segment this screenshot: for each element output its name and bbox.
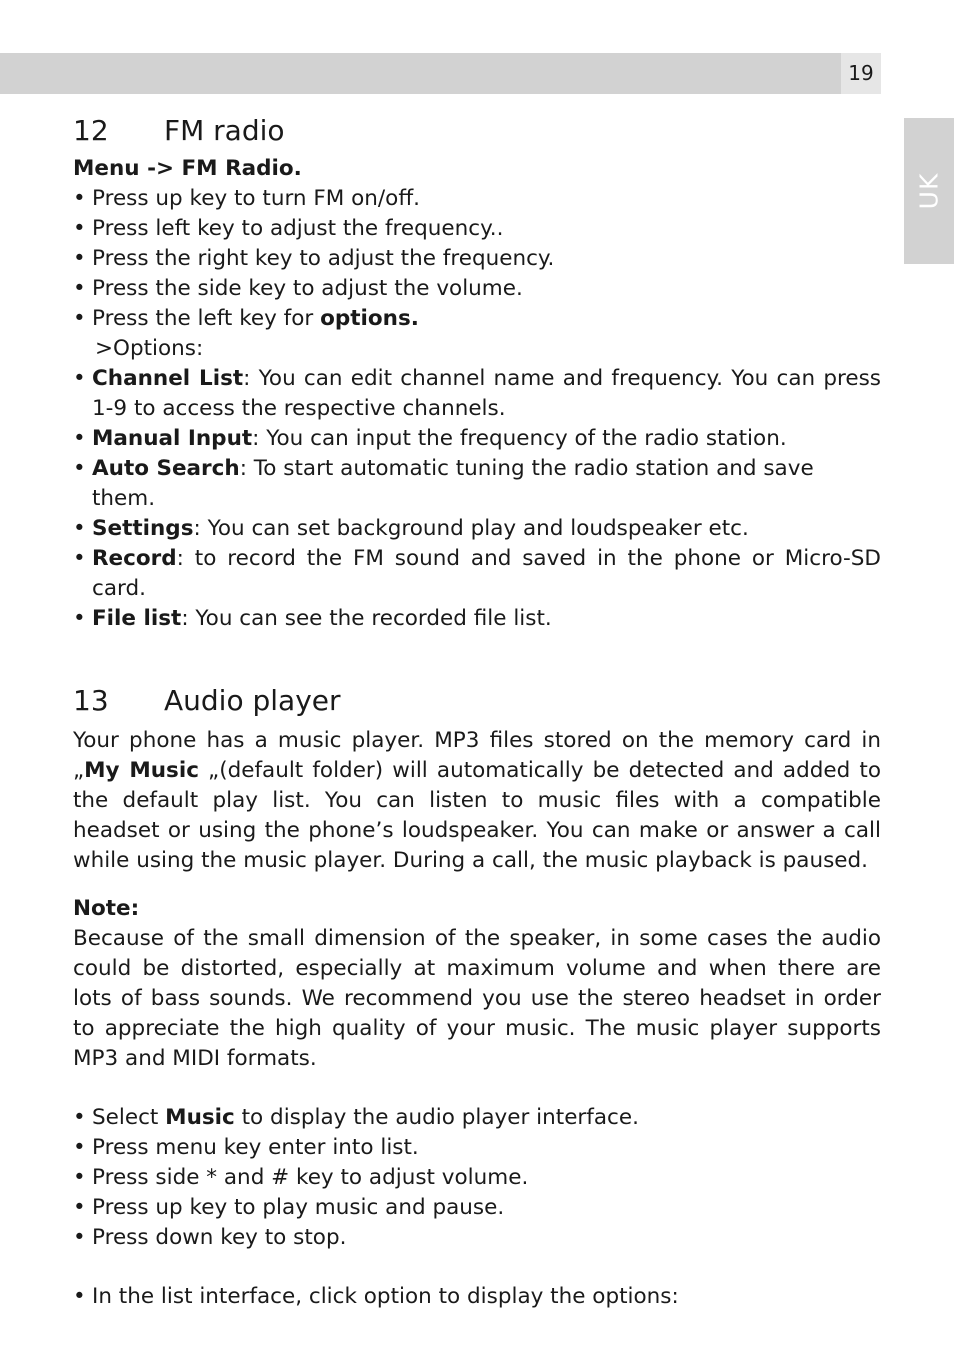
list-item: • File list: You can see the recorded file list. [73, 606, 552, 631]
section-number: 13 [73, 684, 109, 717]
section-title: Audio player [164, 684, 341, 717]
list-item: • Press up key to play music and pause. [73, 1195, 505, 1220]
list-item: • Press left key to adjust the frequency.. [73, 216, 504, 241]
list-item: • Settings: You can set background play and loudspeaker etc. [73, 516, 749, 541]
list-item: • Press the left key for options. [73, 306, 419, 331]
list-item: • Press the side key to adjust the volume. [73, 276, 523, 301]
header-bar [0, 53, 841, 94]
language-tab-label: UK [914, 172, 944, 210]
section-heading-fm-radio [73, 110, 881, 152]
section-number: 12 [73, 114, 109, 147]
menu-path: Menu -> FM Radio. [73, 156, 302, 181]
list-item: • Auto Search: To start automatic tuning the radio station and save them. [73, 456, 814, 511]
list-item: • Manual Input: You can input the frequency of the radio station. [73, 426, 787, 451]
list-item: • Press up key to turn FM on/off. [73, 186, 420, 211]
note-label: Note: [73, 896, 140, 921]
options-label: >Options: [95, 336, 204, 361]
list-item: • Select Music to display the audio player interface. [73, 1105, 639, 1130]
list-item: • Press side * and # key to adjust volume. [73, 1165, 529, 1190]
intro-paragraph: Your phone has a music player. MP3 files stored on the memory card in „My Music „(default folder) will automatically be detected and added to the default play list. You can listen to music files with a compatible headset or using the phone’s loudspeaker. You can make or answer a call while using the music player. During a call, the music playback is paused. [73, 728, 881, 873]
list-item: • Press the right key to adjust the frequency. [73, 246, 555, 271]
list-item: • In the list interface, click option to display the options: [73, 1284, 679, 1309]
page-number: 19 [841, 53, 881, 94]
list-item: • Press down key to stop. [73, 1225, 347, 1250]
list-item: • Channel List: You can edit channel name and frequency. You can press 1-9 to access the respective channels. [73, 366, 881, 421]
page-content [73, 110, 881, 1312]
list-item: • Press menu key enter into list. [73, 1135, 419, 1160]
section-title: FM radio [164, 114, 285, 147]
note-paragraph: Because of the small dimension of the speaker, in some cases the audio could be distorted, especially at maximum volume and when there are lots of bass sounds. We recommend you use the stereo headset in order to appreciate the high quality of your music. The music player supports MP3 and MIDI formats. [73, 926, 881, 1071]
language-tab [904, 118, 954, 264]
section-heading-audio-player [73, 680, 881, 722]
list-item: • Record: to record the FM sound and saved in the phone or Micro-SD card. [73, 546, 881, 601]
